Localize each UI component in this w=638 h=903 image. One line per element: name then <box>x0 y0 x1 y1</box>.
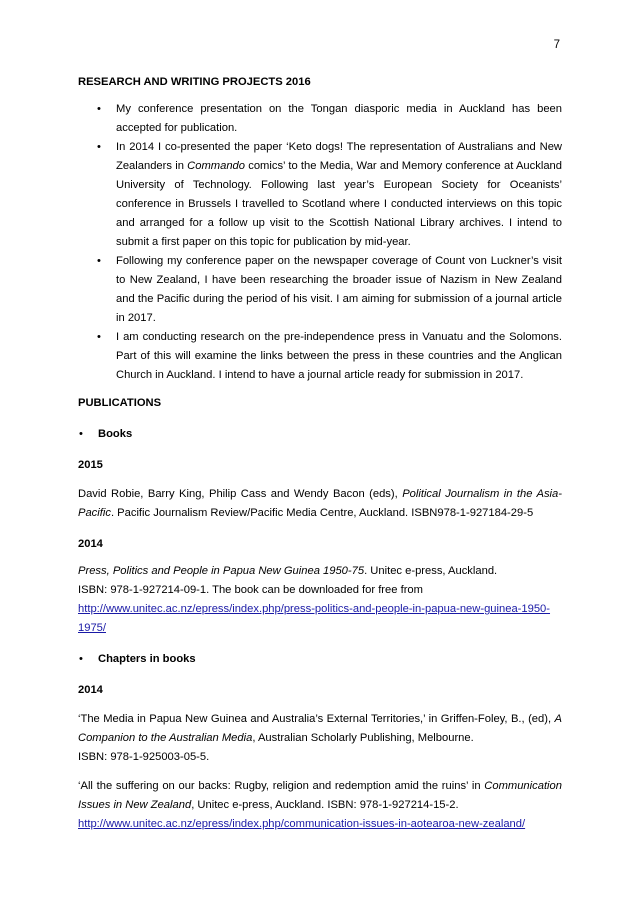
page-content <box>78 73 562 834</box>
book-title: Political Journalism in the Asia-Pacific <box>78 488 562 519</box>
book-entry-2014 <box>78 562 562 638</box>
list-item-italic: Commando <box>187 160 245 172</box>
page-number: 7 <box>553 39 560 51</box>
book-entry-2015 <box>78 485 562 523</box>
entry-text: ‘The Media in Papua New Guinea and Australia’s External Territories,’ in Griffen-Foley, B., (ed), <box>78 713 555 725</box>
chapters-subheading <box>78 650 562 669</box>
publications-heading: PUBLICATIONS <box>78 397 162 409</box>
list-item <box>78 328 562 385</box>
entry-text: . Unitec e-press, Auckland. <box>364 565 498 577</box>
book-title: Press, Politics and People in Papua New Guinea 1950-75 <box>78 565 365 577</box>
list-item-text: In 2014 I co-presented the paper ‘Keto dogs! The representation of Australians and New Zealanders in <box>116 141 562 172</box>
list-item-text: My conference presentation on the Tongan diasporic media in Auckland has been accepted for publication. <box>116 103 562 134</box>
bullet-icon: • <box>97 103 101 115</box>
entry-text: ISBN: 978-1-927214-09-1. The book can be downloaded for free from <box>78 584 423 596</box>
entry-text: ‘All the suffering on our backs: Rugby, religion and redemption amid the ruins’ in <box>78 780 485 792</box>
bullet-icon: • <box>97 255 101 267</box>
bullet-icon: • <box>79 428 83 440</box>
entry-text: . Pacific Journalism Review/Pacific Media Centre, Auckland. ISBN978-1-927184-29-5 <box>110 507 534 519</box>
list-item-text: I am conducting research on the pre-independence press in Vanuatu and the Solomons. Part of this will examine the links between the press in these countries and the Anglican Church in Auckland. I intend to have a journal article ready for submission in 2017. <box>116 331 562 381</box>
bullet-icon: • <box>79 653 83 665</box>
list-item-text: Following my conference paper on the newspaper coverage of Count von Luckner’s visit to New Zealand, I have been researching the broader issue of Nazism in New Zealand and the Pacific during the period of his visit. I am aiming for submission of a journal article in 2017. <box>116 255 562 324</box>
chapter-link[interactable]: http://www.unitec.ac.nz/epress/index.php/communication-issues-in-aotearoa-new-zealand/ <box>78 818 526 830</box>
entry-text: , Australian Scholarly Publishing, Melbourne. <box>252 732 474 744</box>
chapter-book-title: A Companion to the Australian Media <box>78 713 562 744</box>
bullet-icon: • <box>97 331 101 343</box>
entry-text: David Robie, Barry King, Philip Cass and Wendy Bacon (eds), <box>78 488 403 500</box>
books-label: Books <box>98 428 133 440</box>
chapters-label: Chapters in books <box>98 653 196 665</box>
research-list <box>78 100 562 385</box>
research-heading: RESEARCH AND WRITING PROJECTS 2016 <box>78 76 311 88</box>
chapter-book-title: Communication Issues in New Zealand <box>78 780 562 811</box>
book-download-link[interactable]: http://www.unitec.ac.nz/epress/index.php/press-politics-and-people-in-papua-new-guinea-1950-1975/ <box>78 603 551 634</box>
list-item <box>78 138 562 252</box>
chapter-entry <box>78 710 562 767</box>
books-subheading <box>78 425 562 444</box>
year-heading-chapters-2014: 2014 <box>78 684 103 696</box>
year-heading-2014: 2014 <box>78 538 103 550</box>
list-item <box>78 100 562 138</box>
year-heading-2015: 2015 <box>78 459 103 471</box>
entry-text: ISBN: 978-1-925003-05-5. <box>78 751 210 763</box>
list-item-text: comics’ to the Media, War and Memory conference at Auckland University of Technology. Following last year’s European Society for Oceanists’ conference in Brussels I travelled to Scotland where I conducted interviews on this topic and arranged for a follow up visit to the Scottish National Library archives. I intend to submit a first paper on this topic for publication by mid-year. <box>116 160 562 248</box>
entry-text: , Unitec e-press, Auckland. ISBN: 978-1-927214-15-2. <box>191 799 459 811</box>
list-item <box>78 252 562 328</box>
chapter-entry <box>78 777 562 834</box>
bullet-icon: • <box>97 141 101 153</box>
